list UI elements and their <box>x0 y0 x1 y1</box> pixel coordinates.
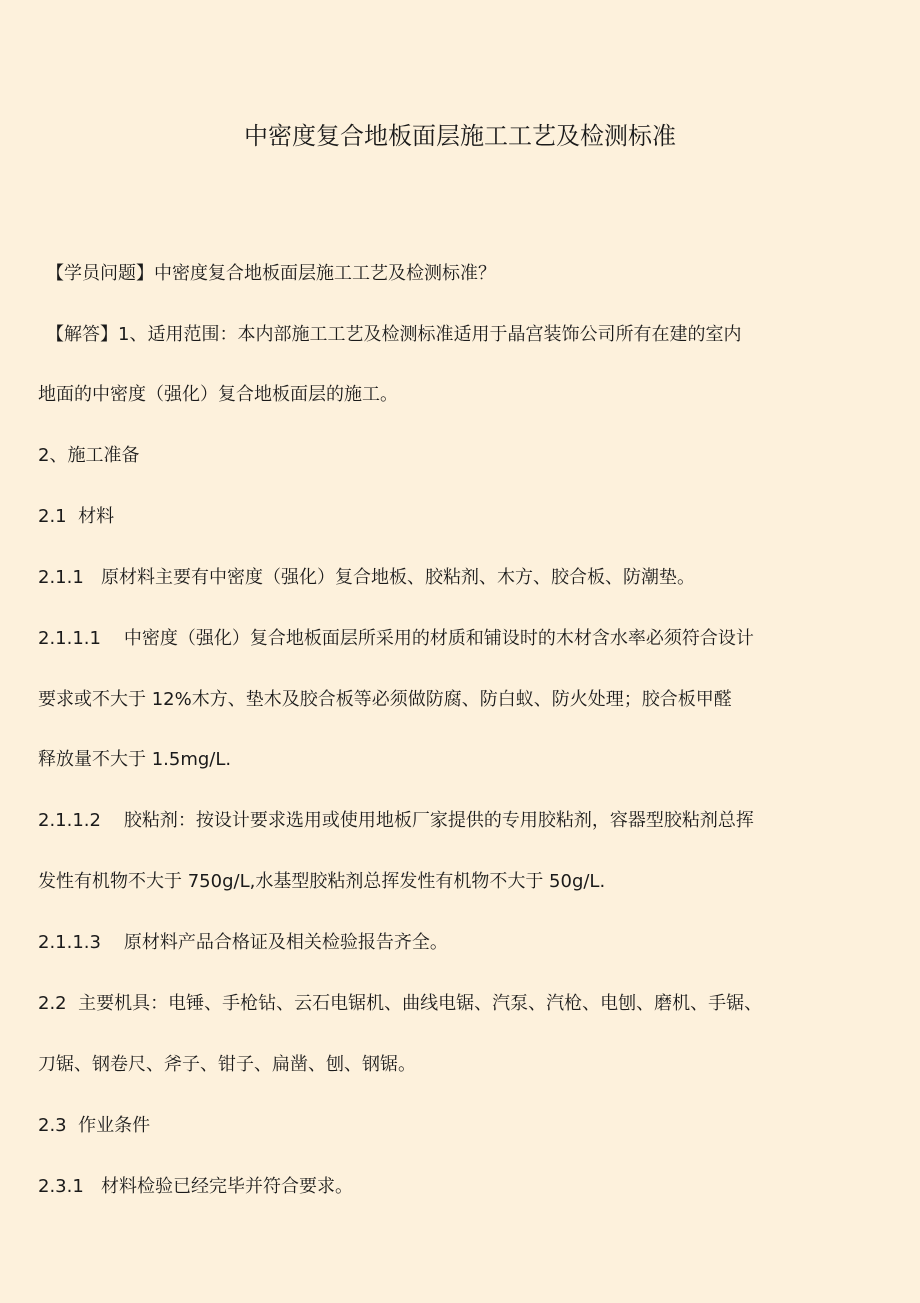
paragraph-line: 2.1.1 原材料主要有中密度（强化）复合地板、胶粘剂、木方、胶合板、防潮垫。 <box>38 567 695 588</box>
section-heading: 2.1 材料 <box>38 506 115 527</box>
paragraph-line: 释放量不大于 1.5mg/L. <box>38 749 232 770</box>
paragraph-line: 刀锯、钢卷尺、斧子、钳子、扁凿、刨、钢锯。 <box>38 1054 416 1075</box>
answer-line: 【解答】1、适用范围：本内部施工工艺及检测标准适用于晶宫装饰公司所有在建的室内 <box>46 324 742 345</box>
document-title: 中密度复合地板面层施工工艺及检测标准 <box>244 122 676 150</box>
paragraph-line: 要求或不大于 12%木方、垫木及胶合板等必须做防腐、防白蚁、防火处理；胶合板甲醛 <box>38 689 732 710</box>
section-heading: 2.3 作业条件 <box>38 1115 151 1136</box>
section-heading: 2、施工准备 <box>38 445 140 466</box>
paragraph-line: 2.1.1.3 原材料产品合格证及相关检验报告齐全。 <box>38 932 448 953</box>
question-line: 【学员问题】中密度复合地板面层施工工艺及检测标准？ <box>46 263 496 284</box>
paragraph-line: 地面的中密度（强化）复合地板面层的施工。 <box>38 384 398 405</box>
paragraph-line: 2.1.1.1 中密度（强化）复合地板面层所采用的材质和铺设时的木材含水率必须符合设计 <box>38 628 754 649</box>
paragraph-line: 2.3.1 材料检验已经完毕并符合要求。 <box>38 1176 353 1197</box>
paragraph-line: 2.2 主要机具：电锤、手枪钻、云石电锯机、曲线电锯、汽泵、汽枪、电刨、磨机、手锯、 <box>38 993 763 1014</box>
paragraph-line: 2.1.1.2 胶粘剂：按设计要求选用或使用地板厂家提供的专用胶粘剂，容器型胶粘剂总挥 <box>38 810 754 831</box>
paragraph-line: 发性有机物不大于 750g/L,水基型胶粘剂总挥发性有机物不大于 50g/L. <box>38 871 606 892</box>
